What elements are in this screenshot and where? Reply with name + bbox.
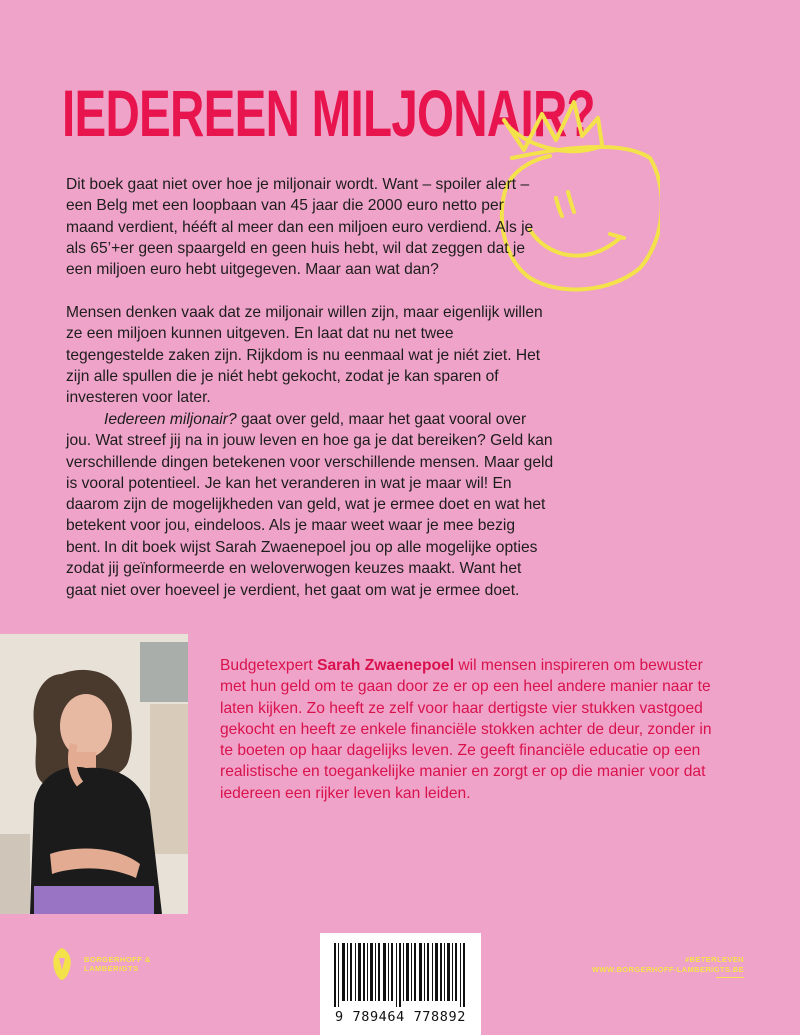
inline-book-title: Iedereen miljonair? [104,411,237,428]
fourth-paragraph [66,537,554,601]
bio-intro: Budgetexpert [220,657,318,674]
book-title: IEDEREEN MILJONAIR? [62,76,595,150]
author-photo [0,634,188,914]
isbn-number: 9 789464 778892 [335,1009,466,1025]
third-paragraph-text: gaat over geld, maar het gaat vooral over jou. Wat streef jij na in jouw leven en hoe ga je dat bereiken? Geld kan verschillende dingen betekenen voor verschillende mensen. Maar geld is vooral potentieel. Je kan het veranderen in wat je maar wil! En daarom zijn de mogelijkheden van geld, wat je ermee doet en wat het betekent voor jou, eindeloos. Als je maar weet waar je mee bezig bent. [66,411,554,556]
intro-paragraph: Dit boek gaat niet over hoe je miljonair wordt. Want – spoiler alert – een Belg met een loopbaan van 45 jaar die 2000 euro netto per maand verdient, hééft al meer dan een miljoen euro verdiend. Als je als 65’+er geen spaargeld en geen huis hebt, wil dat zeggen dat je een miljoen euro hebt uitgegeven. Maar aan wat dan? [66,176,534,279]
publisher-logo-icon [50,946,74,982]
publisher-website [592,955,744,975]
divider [716,977,744,978]
author-bio [220,655,720,804]
author-name: Sarah Zwaenepoel [317,657,455,674]
barcode [320,933,481,1035]
bio-text: wil mensen inspireren om bewuster met hun geld om te gaan door ze er op een heel andere manier naar te laten kijken. Zo heeft ze zelf voor haar dertigste vier stukken vastgoed gekocht en heeft ze enkele financiële stokken achter de deur, zonder in te boeten op haar dagelijks leven. Ze geeft financiële educatie op een realistische en toegankelijke manier en zorgt er op die manier voor dat iedereen een rijker leven kan leiden. [220,657,712,802]
fourth-paragraph-text: In dit boek wijst Sarah Zwaenepoel jou op alle mogelijke opties zodat jij geïnformeerde en weloverwogen keuzes maakt. Want het gaat niet over hoeveel je verdient, het gaat om wat je ermee doet. [66,539,538,599]
third-paragraph [66,409,554,558]
website-url: WWW.BORGERHOFF-LAMBERIGTS.BE [591,965,744,974]
barcode-bars [334,943,467,1007]
hashtag: #BETERLEVEN [685,955,744,964]
publisher-name: BORGERHOFF & LAMBERIGTS [84,955,151,973]
second-paragraph: Mensen denken vaak dat ze miljonair willen zijn, maar eigenlijk willen ze een miljoen kunnen uitgeven. En laat dat nu net twee tegengestelde zaken zijn. Rijkdom is nu eenmaal wat je niét ziet. Het zijn alle spullen die je niét hebt gekocht, zodat je kan sparen of investeren voor later. [66,304,543,407]
publisher-block [50,946,174,982]
